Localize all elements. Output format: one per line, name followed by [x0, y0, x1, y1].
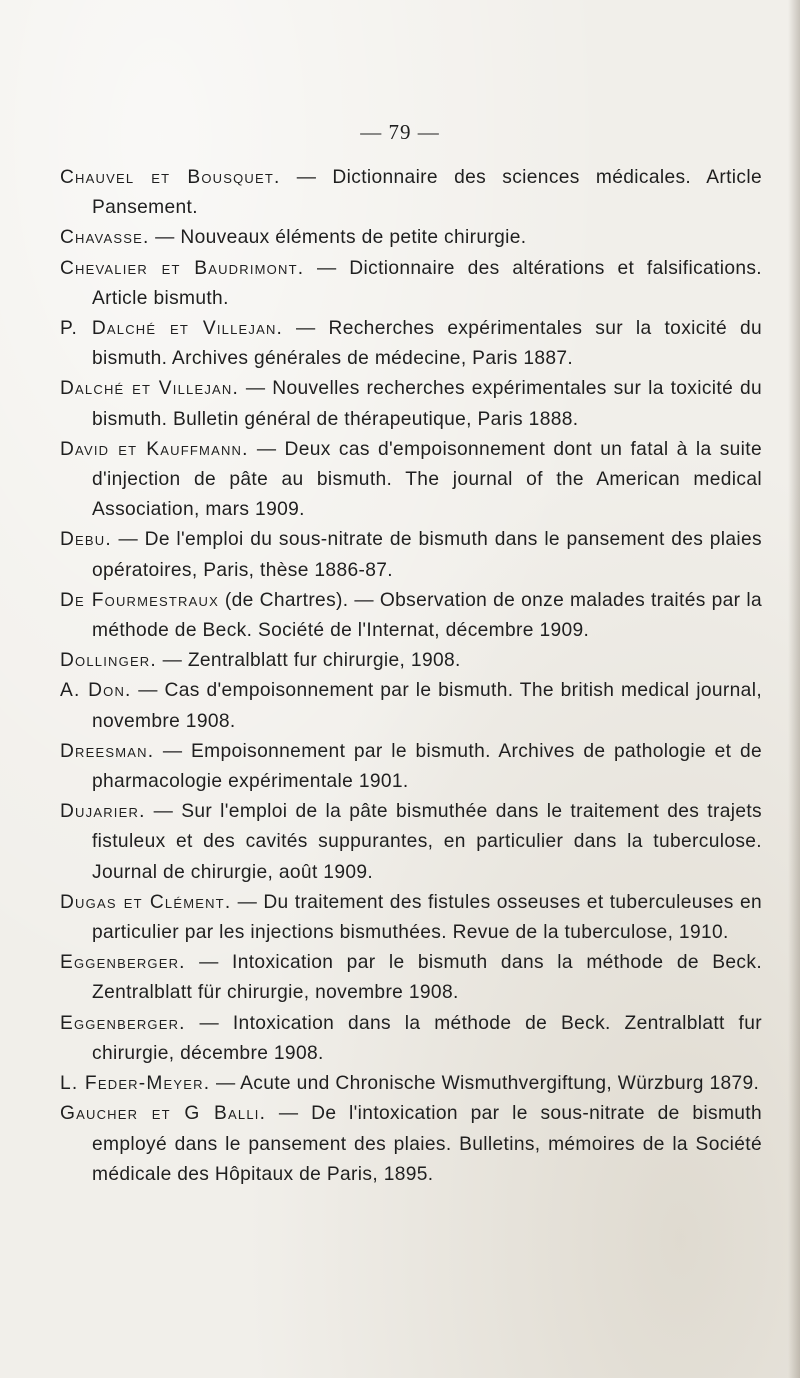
entry-author: Chavasse. — [60, 227, 150, 249]
entry-author: Dalché et Villejan. — [60, 378, 240, 400]
entry-text: — Dictionnaire des sciences médicales. Article Pansement. — [92, 167, 762, 219]
bibliography-entry — [60, 525, 762, 585]
entry-author: Dugas et Clément. — [60, 891, 232, 913]
bibliography-entry — [60, 374, 762, 434]
bibliography-entry — [60, 254, 762, 314]
bibliography-entry — [60, 163, 762, 223]
entry-text: — Nouveaux éléments de petite chirurgie. — [149, 227, 527, 249]
entry-text: — Deux cas d'empoisonnement dont un fatal à la suite d'injection de pâte au bismuth. The journal of the American medical Association, mars 1909. — [92, 438, 762, 521]
page-number: — 79 — — [360, 120, 440, 144]
bibliography-list — [60, 163, 762, 1190]
entry-text: — De l'emploi du sous-nitrate de bismuth dans le pansement des plaies opératoires, Paris, thèse 1886-87. — [92, 529, 762, 581]
entry-author: Gaucher et G Balli. — [60, 1103, 267, 1125]
bibliography-entry — [60, 435, 762, 526]
bibliography-entry — [60, 314, 762, 374]
entry-text: — Empoisonnement par le bismuth. Archives de pathologie et de pharmacologie expérimentale 1901. — [92, 740, 762, 793]
entry-text: — Dictionnaire des altérations et falsifications. Article bismuth. — [92, 257, 762, 309]
bibliography-entry — [60, 676, 762, 736]
entry-author: Eggenberger. — [60, 1012, 186, 1034]
entry-author: Eggenberger. — [60, 952, 186, 974]
entry-text: (de Chartres). — Observation de onze malades traités par la méthode de Beck. Société de l'Internat, décembre 1909. — [92, 589, 762, 642]
bibliography-entry — [60, 646, 762, 676]
bibliography-entry — [60, 737, 762, 797]
bibliography-entry — [60, 586, 762, 646]
entry-text: — Nouvelles recherches expérimentales sur la toxicité du bismuth. Bulletin général de thérapeutique, Paris 1888. — [92, 378, 762, 430]
entry-text: — Intoxication par le bismuth dans la méthode de Beck. Zentralblatt für chirurgie, novembre 1908. — [92, 952, 762, 1004]
entry-author: Dreesman. — [60, 740, 155, 762]
entry-text: — Acute und Chronische Wismuthvergiftung, Würzburg 1879. — [210, 1073, 760, 1095]
entry-author: Chauvel et Bousquet. — [60, 167, 281, 188]
entry-text: — Recherches expérimentales sur la toxicité du bismuth. Archives générales de médecine, Paris 1887. — [92, 318, 762, 370]
entry-author: Dujarier. — [60, 801, 146, 823]
bibliography-entry — [60, 948, 762, 1008]
entry-author: De Fourmestraux — [60, 589, 219, 611]
entry-text: — Zentralblatt fur chirurgie, 1908. — [156, 650, 461, 672]
entry-author: Debu. — [60, 529, 112, 551]
bibliography-entry — [60, 1009, 762, 1069]
bibliography-entry — [60, 1099, 762, 1190]
bibliography-entry — [60, 888, 762, 948]
entry-text: — Sur l'emploi de la pâte bismuthée dans le traitement des trajets fistuleux et des cavités suppurantes, en particulier dans la tuberculose. Journal de chirurgie, août 1909. — [92, 801, 762, 883]
bibliography-entry — [60, 223, 762, 253]
entry-author: Chevalier et Baudrimont. — [60, 257, 305, 279]
bibliography-entry — [60, 1069, 762, 1099]
entry-text: — Cas d'empoisonnement par le bismuth. The british medical journal, novembre 1908. — [92, 680, 762, 732]
entry-text: — De l'intoxication par le sous-nitrate de bismuth employé dans le pansement des plaies. Bulletins, mémoires de la Société médicale des Hôpitaux de Paris, 1895. — [92, 1103, 762, 1185]
page-edge-shadow — [788, 0, 800, 1378]
entry-author: L. Feder-Meyer. — [60, 1073, 211, 1095]
entry-text: — Intoxication dans la méthode de Beck. Zentralblatt fur chirurgie, décembre 1908. — [92, 1012, 762, 1064]
bibliography-entry — [60, 797, 762, 888]
entry-text: — Du traitement des fistules osseuses et tuberculeuses en particulier par les injections bismuthées. Revue de la tuberculose, 1910. — [92, 891, 762, 944]
entry-author: Dollinger. — [60, 650, 157, 672]
entry-author: A. Don. — [60, 680, 132, 702]
entry-author: P. Dalché et Villejan. — [60, 318, 284, 340]
entry-author: David et Kauffmann. — [60, 438, 249, 460]
